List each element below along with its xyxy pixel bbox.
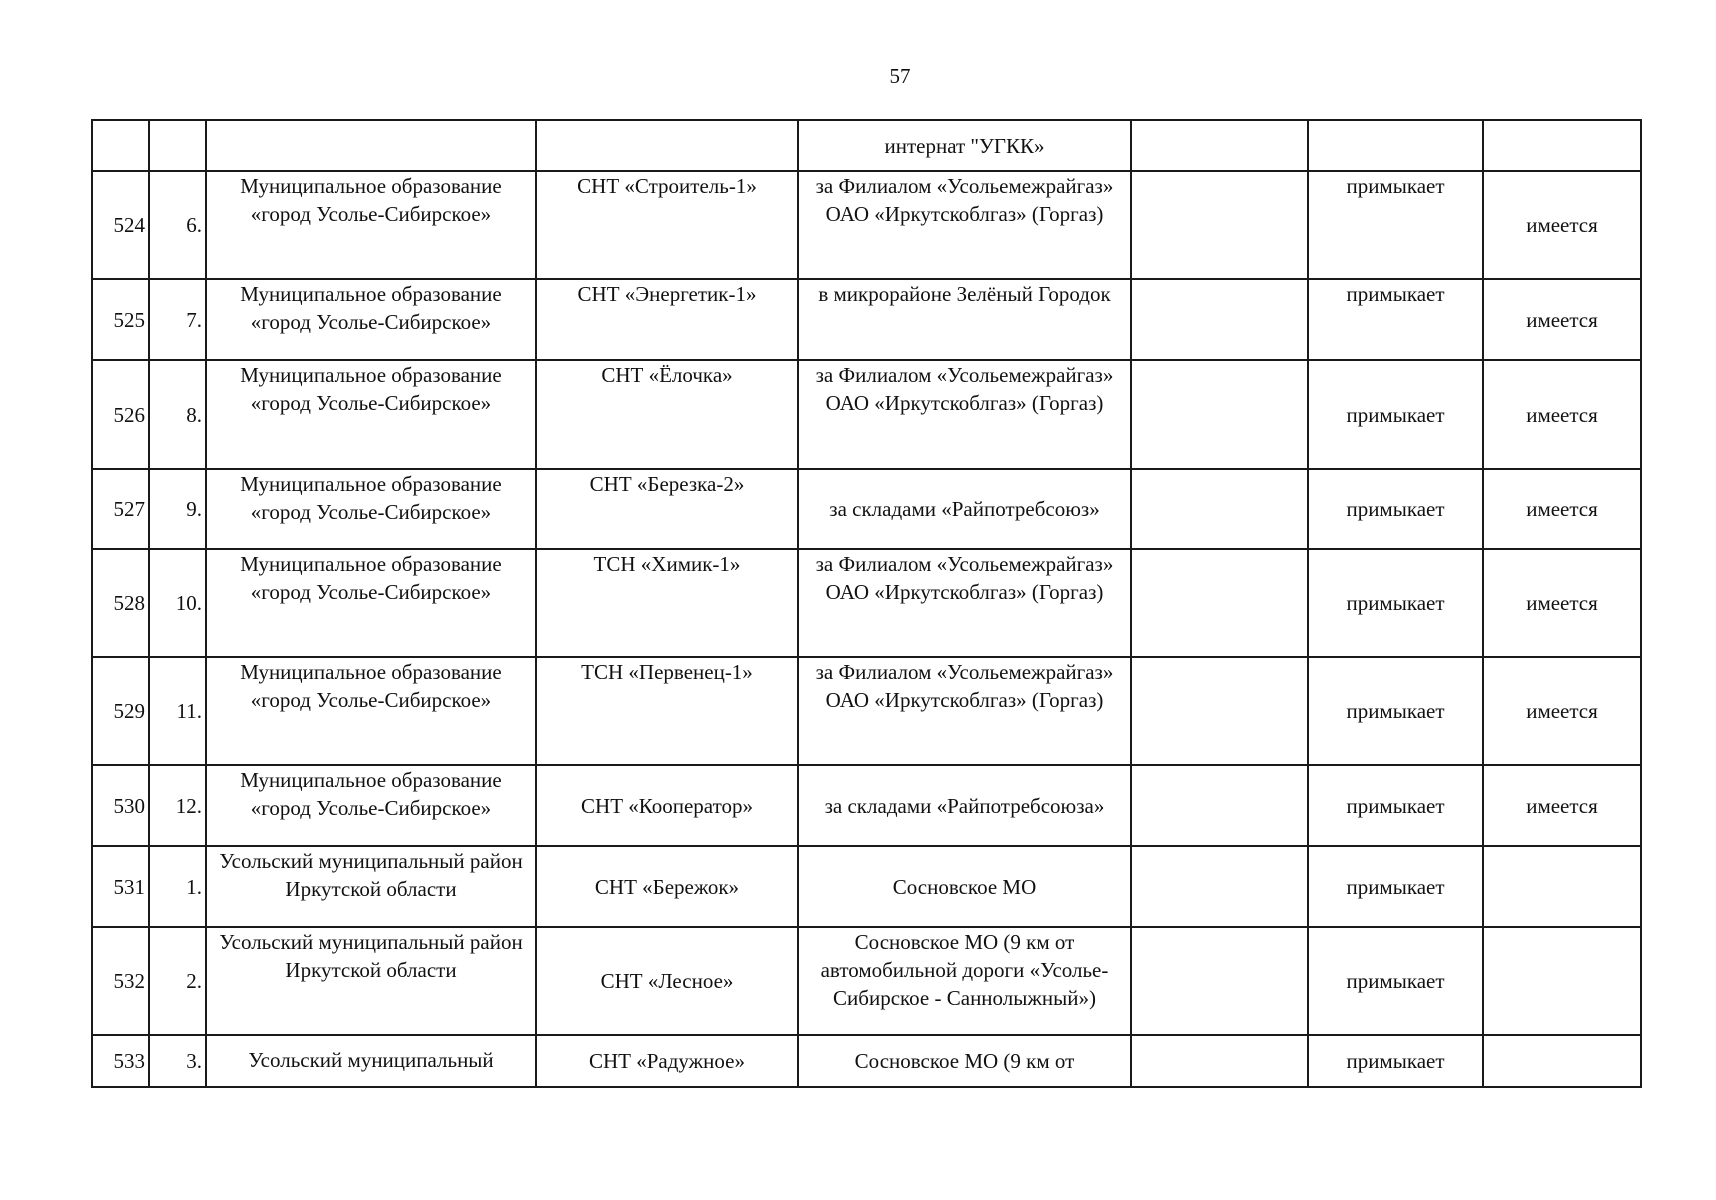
cell-name: СНТ «Радужное» (536, 1035, 798, 1087)
cell-num: 527 (92, 469, 149, 549)
cell-num: 530 (92, 765, 149, 846)
cell-location: за складами «Райпотребсоюз» (798, 469, 1131, 549)
table-row (92, 927, 1641, 1035)
table-row (92, 171, 1641, 279)
cell-road (1131, 171, 1308, 279)
cell-location: интернат "УГКК» (798, 120, 1131, 171)
cell-access: примыкает (1308, 279, 1483, 360)
cell-availability: имеется (1483, 469, 1641, 549)
cell-location: Сосновское МО (9 км от автомобильной дороги «Усолье-Сибирское - Саннолыжный») (798, 927, 1131, 1035)
cell-num: 531 (92, 846, 149, 927)
cell-sub: 6. (149, 171, 206, 279)
cell-name: СНТ «Строитель-1» (536, 171, 798, 279)
cell-municipality: Усольский муниципальный район Иркутской области (206, 927, 536, 1035)
cell-municipality: Муниципальное образование «город Усолье-Сибирское» (206, 469, 536, 549)
cell-access: примыкает (1308, 846, 1483, 927)
cell-availability: имеется (1483, 279, 1641, 360)
cell-road (1131, 1035, 1308, 1087)
cell-availability (1483, 927, 1641, 1035)
cell-location: за Филиалом «Усольемежрайгаз» ОАО «Иркутскоблгаз» (Горгаз) (798, 549, 1131, 657)
cell-sub (149, 120, 206, 171)
cell-road (1131, 927, 1308, 1035)
cell-road (1131, 120, 1308, 171)
table-row (92, 1035, 1641, 1087)
page-number: 57 (889, 64, 911, 88)
cell-municipality (206, 120, 536, 171)
cell-road (1131, 549, 1308, 657)
cell-sub: 3. (149, 1035, 206, 1087)
cell-sub: 12. (149, 765, 206, 846)
table-row (92, 657, 1641, 765)
cell-name (536, 120, 798, 171)
cell-name: СНТ «Энергетик-1» (536, 279, 798, 360)
cell-availability: имеется (1483, 765, 1641, 846)
cell-location: в микрорайоне Зелёный Городок (798, 279, 1131, 360)
cell-num: 528 (92, 549, 149, 657)
cell-road (1131, 469, 1308, 549)
cell-location: за Филиалом «Усольемежрайгаз» ОАО «Иркутскоблгаз» (Горгаз) (798, 657, 1131, 765)
cell-location: за Филиалом «Усольемежрайгаз» ОАО «Иркутскоблгаз» (Горгаз) (798, 171, 1131, 279)
cell-road (1131, 846, 1308, 927)
table-row (92, 846, 1641, 927)
table-row (92, 549, 1641, 657)
cell-road (1131, 657, 1308, 765)
cell-sub: 2. (149, 927, 206, 1035)
cell-sub: 1. (149, 846, 206, 927)
cell-availability (1483, 1035, 1641, 1087)
cell-location: Сосновское МО (798, 846, 1131, 927)
table-row-continuation (92, 120, 1641, 171)
cell-name: СНТ «Березка-2» (536, 469, 798, 549)
cell-municipality: Муниципальное образование «город Усолье-Сибирское» (206, 171, 536, 279)
settlements-table (91, 119, 1642, 1088)
table-row (92, 360, 1641, 469)
cell-access: примыкает (1308, 469, 1483, 549)
cell-sub: 11. (149, 657, 206, 765)
cell-num: 526 (92, 360, 149, 469)
cell-num (92, 120, 149, 171)
cell-access: примыкает (1308, 765, 1483, 846)
cell-municipality: Муниципальное образование «город Усолье-Сибирское» (206, 360, 536, 469)
cell-municipality: Усольский муниципальный район Иркутской области (206, 846, 536, 927)
cell-availability: имеется (1483, 657, 1641, 765)
cell-road (1131, 279, 1308, 360)
cell-access (1308, 120, 1483, 171)
table-row (92, 279, 1641, 360)
cell-access: примыкает (1308, 360, 1483, 469)
cell-municipality: Муниципальное образование «город Усолье-Сибирское» (206, 657, 536, 765)
cell-name: ТСН «Химик-1» (536, 549, 798, 657)
cell-num: 525 (92, 279, 149, 360)
cell-num: 533 (92, 1035, 149, 1087)
cell-municipality: Муниципальное образование «город Усолье-Сибирское» (206, 279, 536, 360)
cell-availability: имеется (1483, 549, 1641, 657)
cell-num: 529 (92, 657, 149, 765)
cell-road (1131, 765, 1308, 846)
cell-access: примыкает (1308, 927, 1483, 1035)
cell-num: 524 (92, 171, 149, 279)
cell-access: примыкает (1308, 657, 1483, 765)
cell-municipality: Муниципальное образование «город Усолье-Сибирское» (206, 549, 536, 657)
cell-availability (1483, 120, 1641, 171)
cell-availability: имеется (1483, 171, 1641, 279)
cell-name: СНТ «Бережок» (536, 846, 798, 927)
cell-access: примыкает (1308, 171, 1483, 279)
cell-road (1131, 360, 1308, 469)
cell-availability (1483, 846, 1641, 927)
cell-location: Сосновское МО (9 км от (798, 1035, 1131, 1087)
cell-municipality: Усольский муниципальный (206, 1035, 536, 1087)
cell-sub: 8. (149, 360, 206, 469)
cell-name: ТСН «Первенец-1» (536, 657, 798, 765)
cell-access: примыкает (1308, 1035, 1483, 1087)
cell-name: СНТ «Ёлочка» (536, 360, 798, 469)
cell-name: СНТ «Кооператор» (536, 765, 798, 846)
cell-sub: 10. (149, 549, 206, 657)
cell-access: примыкает (1308, 549, 1483, 657)
cell-location: за складами «Райпотребсоюза» (798, 765, 1131, 846)
cell-sub: 7. (149, 279, 206, 360)
cell-availability: имеется (1483, 360, 1641, 469)
cell-name: СНТ «Лесное» (536, 927, 798, 1035)
table-row (92, 469, 1641, 549)
table-row (92, 765, 1641, 846)
cell-sub: 9. (149, 469, 206, 549)
cell-num: 532 (92, 927, 149, 1035)
cell-location: за Филиалом «Усольемежрайгаз» ОАО «Иркутскоблгаз» (Горгаз) (798, 360, 1131, 469)
cell-municipality: Муниципальное образование «город Усолье-Сибирское» (206, 765, 536, 846)
